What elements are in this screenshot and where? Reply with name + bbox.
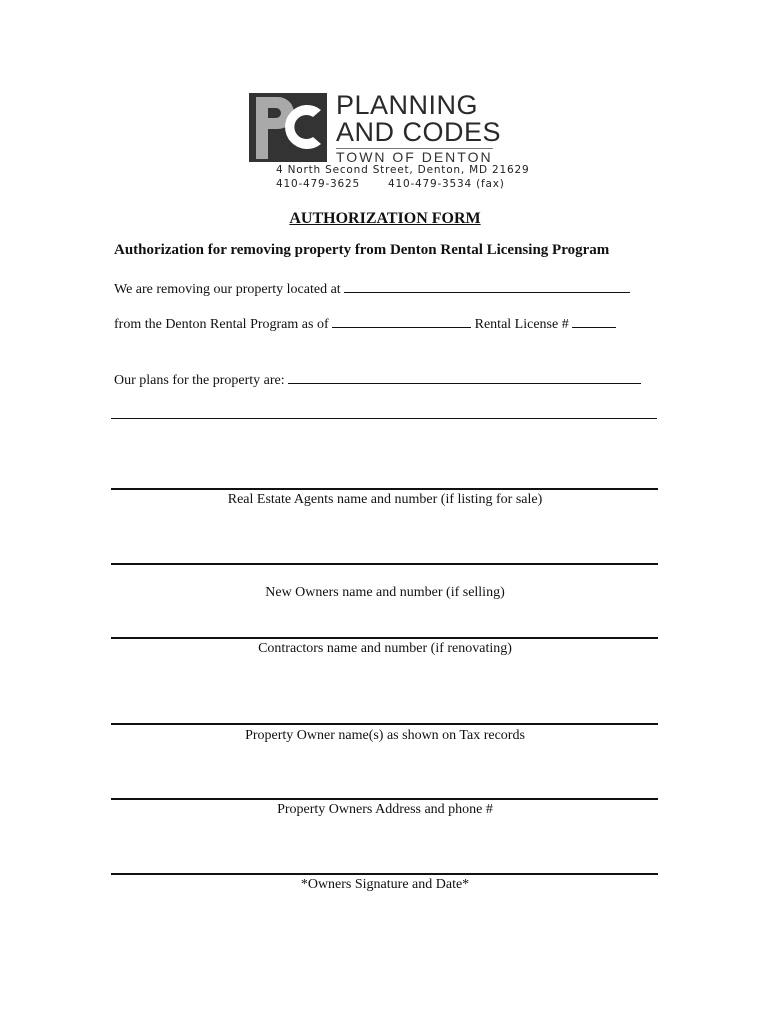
- agent-signature-line[interactable]: [111, 488, 658, 490]
- logo: [249, 93, 327, 162]
- form-title: AUTHORIZATION FORM: [289, 210, 481, 227]
- owner-name-line[interactable]: [111, 723, 658, 725]
- removal-date-label: from the Denton Rental Program as of: [114, 317, 329, 332]
- property-location-label: We are removing our property located at: [114, 282, 341, 297]
- brand-name-line-1: PLANNING: [336, 90, 479, 120]
- property-location-row: [114, 279, 630, 298]
- property-location-field[interactable]: [344, 279, 630, 293]
- contractor-caption: Contractors name and number (if renovating): [258, 641, 512, 656]
- office-fax: 410-479-3534 (fax): [388, 178, 505, 190]
- owner-signature-caption: *Owners Signature and Date*: [300, 877, 470, 892]
- logo-c-glyph: [285, 101, 323, 153]
- new-owner-signature-line[interactable]: [111, 563, 658, 565]
- plans-field[interactable]: [288, 370, 641, 384]
- office-phone: 410-479-3625: [276, 178, 360, 190]
- owner-address-caption: Property Owners Address and phone #: [277, 802, 493, 817]
- brand-town: TOWN OF DENTON: [336, 149, 493, 165]
- owner-address-line[interactable]: [111, 798, 658, 800]
- plans-field-continued[interactable]: [111, 418, 657, 419]
- rental-license-field[interactable]: [572, 314, 616, 328]
- plans-row: [114, 370, 641, 389]
- agent-caption: Real Estate Agents name and number (if listing for sale): [227, 492, 543, 507]
- rental-license-label: Rental License #: [474, 317, 569, 332]
- contractor-signature-line[interactable]: [111, 637, 658, 639]
- office-address: 4 North Second Street, Denton, MD 21629: [276, 164, 530, 176]
- new-owner-caption: New Owners name and number (if selling): [265, 585, 505, 600]
- form-subtitle: Authorization for removing property from Denton Rental Licensing Program: [114, 242, 610, 258]
- removal-date-row: [114, 314, 616, 333]
- brand-name-line-2: AND CODES: [336, 117, 502, 147]
- removal-date-field[interactable]: [332, 314, 471, 328]
- plans-label: Our plans for the property are:: [114, 373, 285, 388]
- owner-name-caption: Property Owner name(s) as shown on Tax records: [245, 728, 525, 743]
- owner-signature-line[interactable]: [111, 873, 658, 875]
